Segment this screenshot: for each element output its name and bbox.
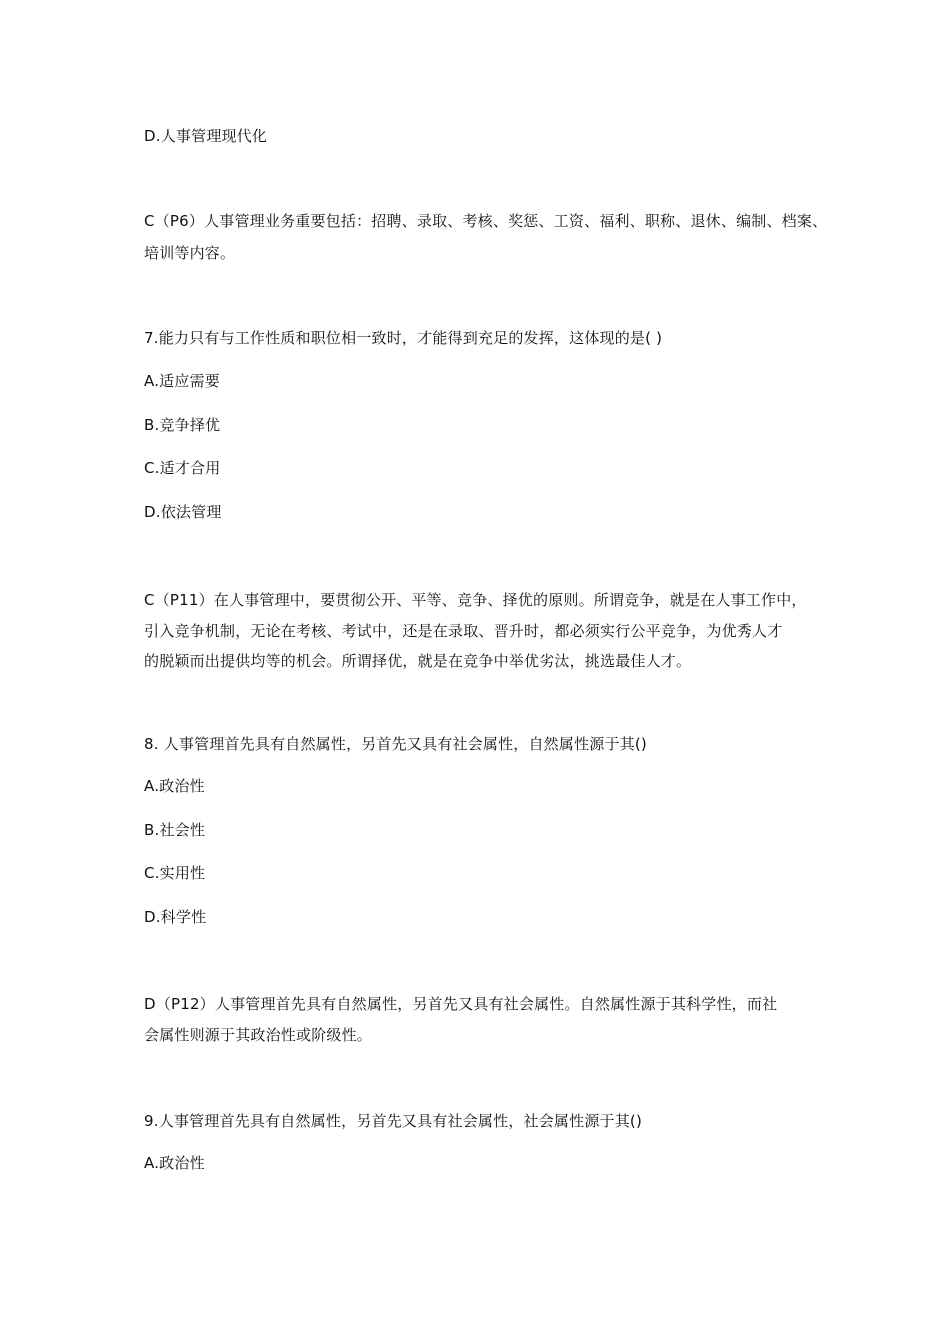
q9-option-a: A.政治性	[144, 1154, 205, 1172]
q7-answer-line-1: C（P11）在人事管理中，要贯彻公开、平等、竞争、择优的原则。所谓竞争，就是在人事工作中，	[144, 591, 807, 609]
q8-answer-line-2: 会属性则源于其政治性或阶级性。	[144, 1026, 373, 1044]
q6-option-d: D.人事管理现代化	[144, 127, 268, 145]
q6-answer-line-2: 培训等内容。	[144, 244, 236, 262]
q8-option-b: B.社会性	[144, 821, 206, 839]
q9-question: 9.人事管理首先具有自然属性，另首先又具有社会属性，社会属性源于其()	[144, 1112, 643, 1130]
q7-answer-line-3: 的脱颖而出提供均等的机会。所谓择优，就是在竞争中举优劣汰，挑选最佳人才。	[144, 652, 692, 670]
q7-answer-line-2: 引入竞争机制，无论在考核、考试中，还是在录取、晋升时，都必须实行公平竞争，为优秀人才	[144, 622, 783, 640]
q7-option-b: B.竞争择优	[144, 416, 221, 434]
q8-question: 8. 人事管理首先具有自然属性，另首先又具有社会属性，自然属性源于其()	[144, 735, 647, 753]
q8-option-c: C.实用性	[144, 864, 206, 882]
q7-option-d: D.依法管理	[144, 503, 222, 521]
q8-answer-line-1: D（P12）人事管理首先具有自然属性，另首先又具有社会属性。自然属性源于其科学性，而社	[144, 995, 778, 1013]
q7-option-c: C.适才合用	[144, 459, 221, 477]
q8-option-a: A.政治性	[144, 777, 205, 795]
q7-question: 7.能力只有与工作性质和职位相一致时，才能得到充足的发挥，这体现的是( )	[144, 329, 663, 347]
q8-option-d: D.科学性	[144, 908, 207, 926]
q6-answer-line-1: C（P6）人事管理业务重要包括：招聘、录取、考核、奖惩、工资、福利、职称、退休、编制、档案、	[144, 212, 828, 230]
q7-option-a: A.适应需要	[144, 372, 220, 390]
